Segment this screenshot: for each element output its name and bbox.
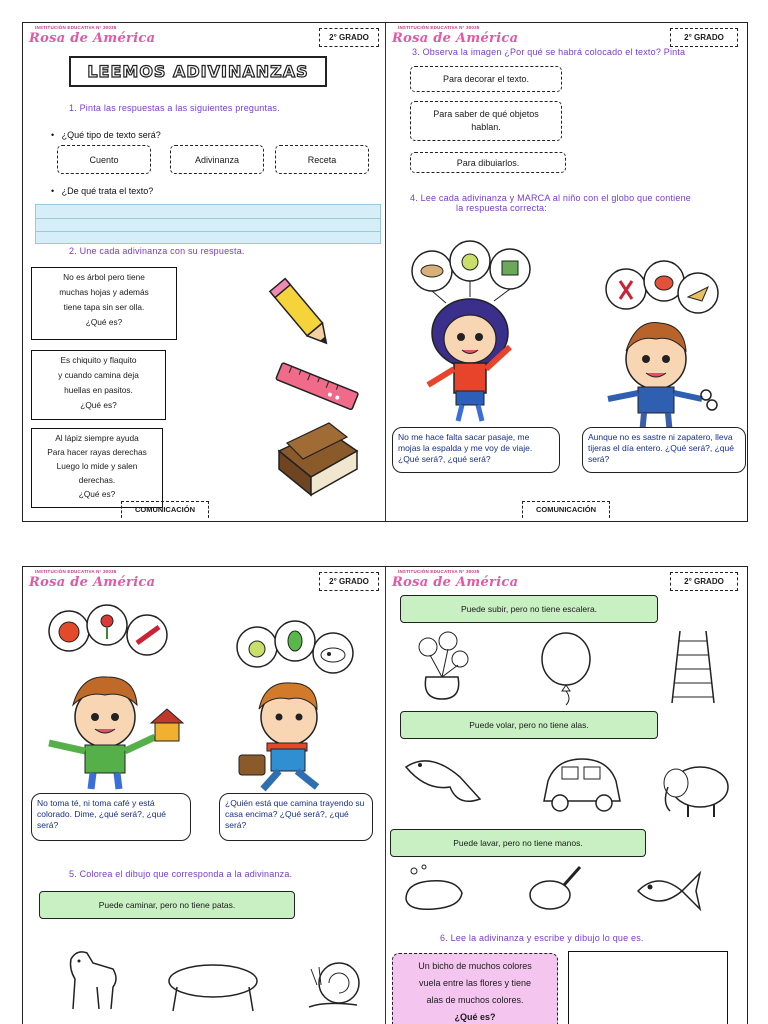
riddle-tomato: No toma té, ni toma café y está colorado. Dime, ¿qué será?, ¿qué será?: [31, 793, 191, 841]
riddle-box-wash: Puede lavar, pero no tiene manos.: [390, 829, 646, 857]
soap-drawing[interactable]: [400, 863, 470, 917]
riddle-book[interactable]: No es árbol pero tiene muchas hojas y además tiene tapa sin ser olla. ¿Qué es?: [31, 267, 177, 340]
pencil-icon[interactable]: [269, 275, 339, 355]
riddle-house-snail: ¿Quién está que camina trayendo su casa encima? ¿Qué será?, ¿qué será?: [219, 793, 373, 841]
page-1: [23, 23, 385, 521]
school-label: INSTITUCIÓN EDUCATIVA N° 30035: [398, 569, 480, 574]
option-decorar[interactable]: Para decorar el texto.: [410, 66, 562, 92]
school-logo-text: Rosa de América: [29, 31, 156, 46]
option-saber[interactable]: Para saber de qué objetos hablan.: [410, 101, 562, 141]
school-logo-text: Rosa de América: [392, 31, 519, 46]
option-receta[interactable]: Receta: [275, 145, 369, 174]
option-cuento[interactable]: Cuento: [57, 145, 151, 174]
school-label: INSTITUCIÓN EDUCATIVA N° 30035: [35, 25, 117, 30]
grade-label: 2° GRADO: [670, 28, 738, 47]
option-dibujar[interactable]: Para dibuiarlos.: [410, 152, 566, 173]
grade-label: 2° GRADO: [319, 572, 379, 591]
riddle-box-climb: Puede subir, pero no tiene escalera.: [400, 595, 658, 623]
riddle-box-walk: Puede caminar, pero no tiene patas.: [39, 891, 295, 919]
instruction-3: 3. Observa la imagen ¿Por qué se habrá colocado el texto? Pinta: [412, 47, 686, 57]
boy-with-house-illustration[interactable]: [35, 605, 195, 789]
school-label: INSTITUCIÓN EDUCATIVA N° 30035: [398, 25, 480, 30]
area-label: COMUNICACIÓN: [121, 501, 209, 518]
riddle-pencil[interactable]: Es chiquito y flaquito y cuando camina deja huellas en pasitos. ¿Qué es?: [31, 350, 166, 420]
instruction-6: 6. Lee la adivinanza y escribe y dibujo lo que es.: [440, 933, 644, 943]
question-1: • ¿Qué tipo de texto será?: [51, 130, 161, 140]
fish-rocket-drawing[interactable]: [400, 747, 490, 817]
car-drawing[interactable]: [536, 751, 626, 821]
question-2: • ¿De qué trata el texto?: [51, 186, 154, 196]
page-4: [385, 567, 749, 1024]
instruction-1: 1. Pinta las respuestas a las siguientes preguntas.: [69, 103, 280, 113]
instruction-2: 2. Une cada adivinanza con su respuesta.: [69, 246, 245, 256]
riddle-ruler[interactable]: Al lápiz siempre ayuda Para hacer rayas derechas Luego lo mide y salen derechas. ¿Qué es?: [31, 428, 163, 508]
riddle-crab: Aunque no es sastre ni zapatero, lleva tijeras el día entero. ¿Qué será?, ¿qué será?: [582, 427, 746, 473]
worksheet-top: [22, 22, 748, 522]
worksheet-bottom: [22, 566, 748, 1024]
ruler-icon[interactable]: [271, 359, 361, 419]
school-logo-text: Rosa de América: [392, 575, 519, 590]
page-3: [23, 567, 385, 1024]
area-label: COMUNICACIÓN: [522, 501, 610, 518]
page-title: LEEMOS ADIVINANZAS: [69, 56, 327, 87]
page-2: [385, 23, 749, 521]
elephant-drawing[interactable]: [656, 757, 736, 821]
flower-vase-drawing[interactable]: [408, 627, 478, 701]
riddle-snail: No me hace falta sacar pasaje, me mojas la espalda y me voy de viaje. ¿Qué será?, ¿qué será?: [392, 427, 560, 473]
boy-walking-illustration[interactable]: [219, 623, 369, 793]
horse-drawing[interactable]: [53, 939, 133, 1019]
girl-illustration[interactable]: [406, 235, 546, 425]
balloon-drawing[interactable]: [536, 631, 596, 705]
school-label: INSTITUCIÓN EDUCATIVA N° 30035: [35, 569, 117, 574]
fish-drawing[interactable]: [632, 863, 712, 919]
pan-drawing[interactable]: [524, 861, 584, 917]
ladder-drawing[interactable]: [666, 627, 726, 707]
riddle-butterfly: Un bicho de muchos colores vuela entre las flores y tiene alas de muchos colores. ¿Qué es?: [392, 953, 558, 1024]
grade-label: 2° GRADO: [319, 28, 379, 47]
answer-lines[interactable]: [35, 204, 381, 244]
book-icon[interactable]: [273, 421, 363, 501]
boy-illustration[interactable]: [586, 259, 726, 439]
snail-drawing[interactable]: [295, 945, 375, 1021]
riddle-box-fly: Puede volar, pero no tiene alas.: [400, 711, 658, 739]
school-logo-text: Rosa de América: [29, 575, 156, 590]
table-drawing[interactable]: [163, 953, 263, 1023]
drawing-answer-box[interactable]: [568, 951, 728, 1024]
grade-label: 2° GRADO: [670, 572, 738, 591]
instruction-5: 5. Colorea el dibujo que corresponda a la adivinanza.: [69, 869, 293, 879]
option-adivinanza[interactable]: Adivinanza: [170, 145, 264, 174]
instruction-4: 4. Lee cada adivinanza y MARCA al niño con el globo que contiene la respuesta correcta:: [410, 193, 691, 213]
